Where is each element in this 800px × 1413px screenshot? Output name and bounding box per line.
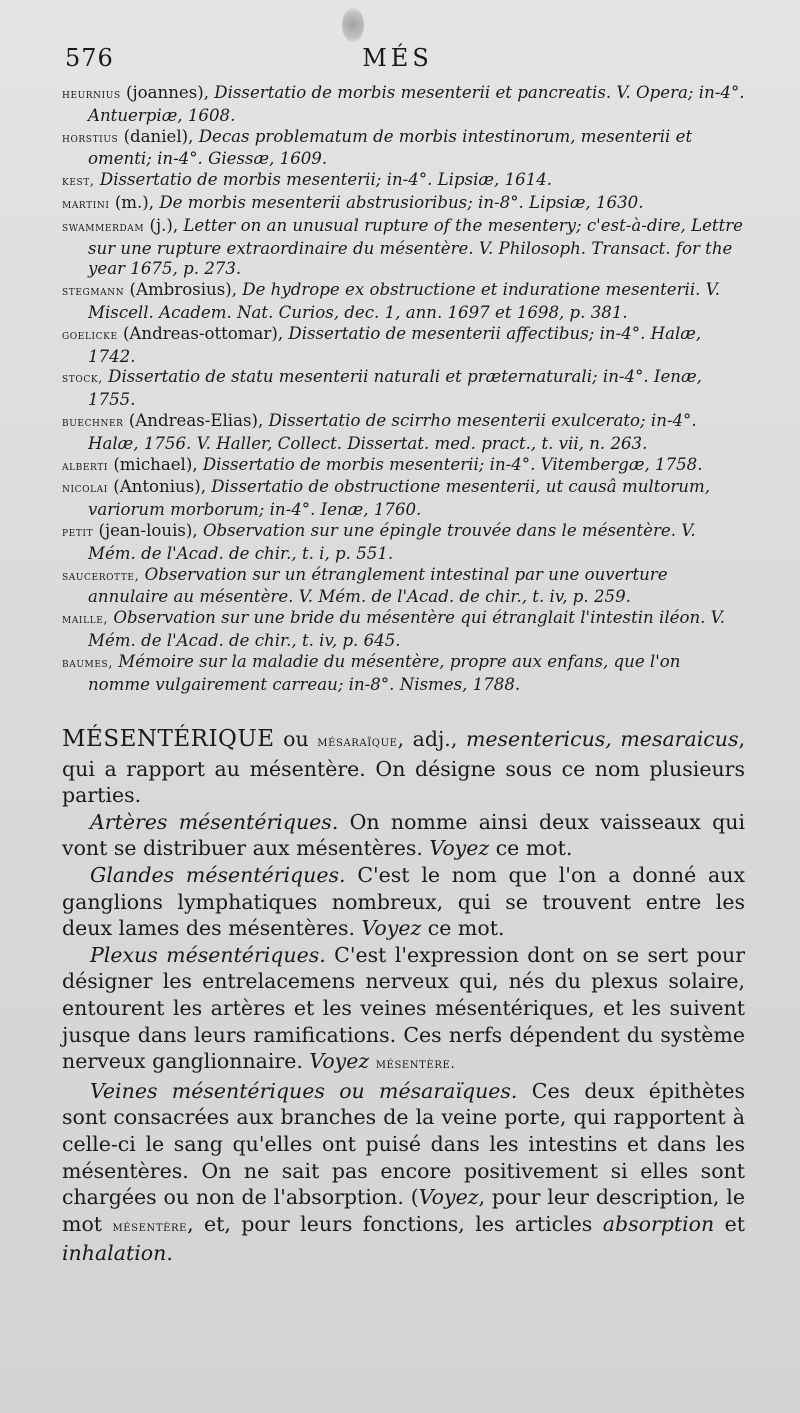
entry-title: Observation sur une épingle trouvée dans le mésentère. V. Mém. de l'Acad. de chir., t. i, p. 551.	[88, 520, 696, 563]
body-text: , et, pour leurs fonctions, les articles	[187, 1211, 603, 1236]
bibliography-entry	[62, 324, 745, 368]
bibliography-list	[62, 83, 745, 695]
bibliography-entry	[62, 565, 745, 609]
entry-forename: (joannes),	[126, 83, 210, 102]
entry-forename: (m.),	[114, 192, 155, 212]
entry-title: Dissertatio de morbis mesenterii et pancreatis. V. Opera; in-4°. Antuerpiæ, 1608.	[88, 83, 745, 125]
small-caps-ref: mésentère	[112, 1218, 188, 1235]
body-text: On nomme ainsi deux vaisseaux qui vont se distribuer aux mésentères.	[62, 809, 745, 861]
small-caps-ref: mésentère.	[375, 1056, 456, 1073]
cross-ref: Voyez	[429, 836, 490, 861]
entry-author: maille,	[62, 612, 109, 628]
running-head: MÉS	[362, 44, 433, 72]
body-text: .	[166, 1241, 173, 1266]
entry-author: goelicke	[62, 327, 118, 343]
bibliography-entry	[62, 170, 745, 193]
body-text: Ces deux épithètes sont consacrées aux branches de la veine porte, qui rapportent à celle-ci le sang qu'elles ont puisé dans les intestins et dans les mésentères. On ne sait pas encore positivement si elles sont chargées ou non de l'absorption. (	[62, 1078, 745, 1210]
bibliography-entry	[62, 608, 745, 652]
ink-blot	[342, 8, 364, 42]
intro-text: , qui a rapport au mésentère. On désigne sous ce nom plusieurs parties.	[62, 727, 745, 808]
entry-author: swammerdam	[62, 219, 145, 235]
body-text: C'est l'expression dont on se sert pour désigner les entrelacemens nerveux qui, nés du plexus solaire, entourent les artères et les veines mésentériques, et les suivent jusque dans leurs ramifications. Ces nerfs dépendent du système nerveux ganglionnaire.	[62, 942, 745, 1074]
entry-title: Decas problematum de morbis intestinorum, mesenterii et omenti; in-4°. Giessæ, 1609.	[88, 126, 693, 169]
cross-ref: Voyez	[361, 916, 422, 941]
entry-author: nicolai	[62, 481, 108, 497]
term: Glandes mésentériques.	[90, 862, 346, 887]
entry-author: buechner	[62, 414, 124, 430]
headword: MÉSENTÉRIQUE	[62, 726, 275, 752]
paragraph-glandes	[62, 862, 745, 942]
bibliography-entry	[62, 411, 745, 455]
entry-forename: (jean-louis),	[98, 520, 198, 540]
entry-forename: (michael),	[113, 454, 198, 474]
entry-author: kest,	[62, 174, 95, 190]
intro-text: , adj.,	[397, 727, 458, 751]
page-header	[65, 44, 730, 84]
bibliography-entry	[62, 83, 745, 127]
body-text: ce mot.	[421, 916, 505, 941]
entry-title: Dissertatio de morbis mesenterii; in-4°. Lipsiæ, 1614.	[99, 170, 553, 190]
bibliography-entry	[62, 193, 745, 216]
entry-author: saucerotte,	[62, 568, 140, 584]
entry-title: Mémoire sur la maladie du mésentère, propre aux enfans, que l'on nomme vulgairement carreau; in-8°. Nismes, 1788.	[88, 651, 681, 694]
bibliography-entry	[62, 216, 745, 280]
bibliography-entry	[62, 280, 745, 324]
paragraph-arteres	[62, 809, 745, 862]
entry-author: heurnius	[62, 87, 121, 102]
entry-author: petit	[62, 524, 94, 540]
article-ref: absorption	[602, 1211, 715, 1236]
cross-ref: Voyez	[418, 1185, 479, 1210]
bibliography-entry	[62, 477, 745, 521]
entry-title: De morbis mesenterii abstrusioribus; in-8°. Lipsiæ, 1630.	[159, 192, 644, 212]
entry-forename: (Andreas-ottomar),	[122, 323, 284, 343]
bibliography-entry	[62, 652, 745, 696]
paragraph-veines	[62, 1078, 745, 1267]
entry-title: Observation sur une bride du mésentère qui étranglait l'intestin iléon. V. Mém. de l'Acad. de chir., t. iv, p. 645.	[88, 608, 726, 650]
body-text: ce mot.	[489, 836, 573, 861]
body-text: et	[714, 1211, 745, 1236]
entry-title: De hydrope ex obstructione et induratione mesenterii. V. Miscell. Academ. Nat. Curios, dec. 1, ann. 1697 et 1698, p. 381.	[88, 280, 721, 322]
bibliography-entry	[62, 367, 745, 411]
body-text: C'est le nom que l'on a donné aux ganglions lymphatiques nombreux, qui se trouvent entre les deux lames des mésentères.	[62, 862, 746, 941]
entry-forename: (Andreas-Elias),	[128, 410, 264, 430]
entry-author: baumes,	[62, 655, 113, 671]
bibliography-entry	[62, 127, 745, 171]
entry-title: Dissertatio de morbis mesenterii; in-4°. Vitembergæ, 1758.	[202, 454, 703, 474]
paragraph-plexus	[62, 942, 745, 1078]
entry-author: stegmann	[62, 284, 125, 300]
term: Artères mésentériques.	[90, 809, 339, 834]
body-text: , pour leur description, le mot	[62, 1185, 745, 1236]
term: Plexus mésentériques.	[90, 942, 326, 967]
article-ref: inhalation	[62, 1241, 167, 1266]
entry-title: Observation sur un étranglement intestinal par une ouverture annulaire au mésentère. V. Mém. de l'Acad. de chir., t. iv, p. 259.	[88, 564, 668, 607]
entry-title: Dissertatio de mesenterii affectibus; in-4°. Halæ, 1742.	[88, 323, 702, 366]
entry-forename: (Antonius),	[113, 477, 206, 497]
entry-author: alberti	[62, 458, 109, 474]
entry-title: Letter on an unusual rupture of the mesentery; c'est-à-dire, Lettre sur une rupture extraordinaire du mésentère. V. Philosoph. Transact. for the year 1675, p. 273.	[88, 215, 743, 279]
entry-forename: (Ambrosius),	[129, 280, 237, 300]
entry-title: Dissertatio de statu mesenterii naturali et præternaturali; in-4°. Ienæ, 1755.	[88, 367, 702, 410]
entry-author: stock,	[62, 371, 103, 387]
entry-title: Dissertatio de obstructione mesenterii, ut causâ multorum, variorum morborum; in-4°. Ienæ, 1760.	[88, 477, 710, 520]
page-number: 576	[65, 44, 114, 72]
entry-title: Dissertatio de scirrho mesenterii exulcerato; in-4°. Halæ, 1756. V. Haller, Collect. Dissertat. med. pract., t. vii, n. 263.	[88, 410, 697, 453]
entry-author: martini	[62, 196, 110, 212]
entry-forename: (daniel),	[123, 126, 194, 146]
bibliography-entry	[62, 455, 745, 478]
bibliography-entry	[62, 521, 745, 565]
term: Veines mésentériques ou mésaraïques.	[90, 1078, 518, 1103]
entry-author: horstius	[62, 130, 119, 146]
variant-term: mésaraïque	[317, 734, 398, 750]
entry-forename: (j.),	[149, 215, 179, 235]
cross-ref: Voyez	[309, 1049, 370, 1074]
article-intro	[62, 726, 745, 809]
intro-text: ou	[283, 727, 309, 751]
article-body	[62, 726, 745, 1267]
latin-terms: mesentericus, mesaraicus	[465, 727, 739, 751]
